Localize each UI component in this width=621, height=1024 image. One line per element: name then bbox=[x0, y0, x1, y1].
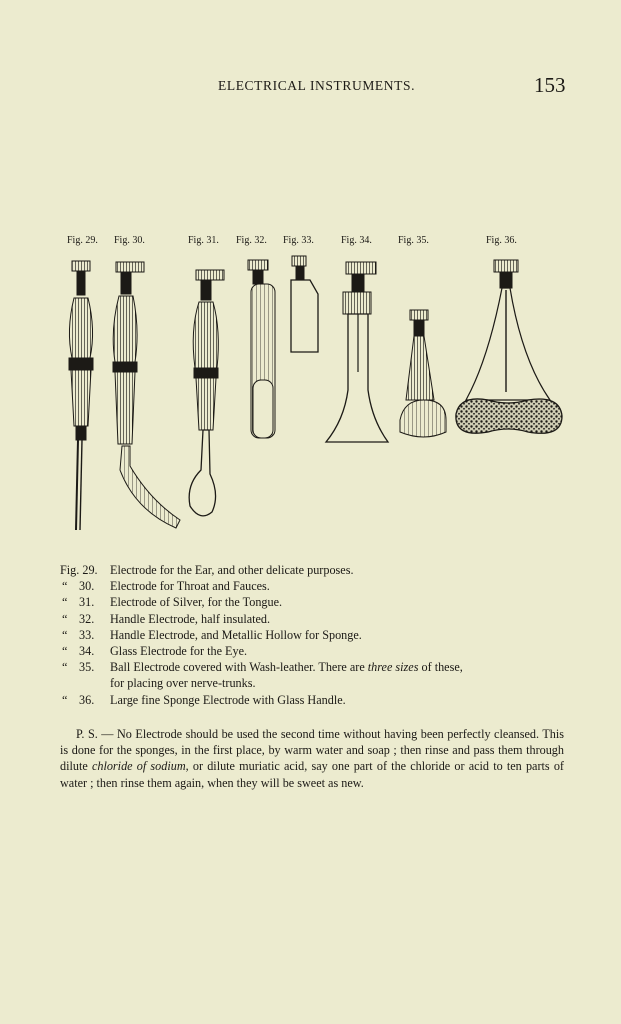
fig-label-29: Fig. 29. bbox=[67, 235, 98, 246]
caption-text: Handle Electrode, half insulated. bbox=[110, 611, 271, 626]
postscript-text bbox=[60, 726, 564, 791]
postscript-part: or dilute muriatic acid, say one part of the chloride or acid to ten parts of water ; then rinse them again, when they will be sweet as new. bbox=[60, 759, 564, 790]
ditto-mark: “ bbox=[62, 644, 68, 659]
fig32-electrode bbox=[248, 260, 275, 438]
postscript-part: P. S. — No Electrode should be used the second time without having been perfectly cleansed. This is done for the sponges, in the first place, by warm water and soap ; then rinse and pass them through dilute bbox=[60, 727, 564, 774]
ditto-mark: “ bbox=[62, 660, 68, 675]
ditto-mark: “ bbox=[62, 692, 68, 707]
caption-text: Handle Electrode, and Metallic Hollow for Sponge. bbox=[110, 627, 362, 642]
fig34-electrode bbox=[326, 262, 388, 442]
caption-number: 35. bbox=[79, 660, 95, 675]
fig-label-35: Fig. 35. bbox=[398, 235, 429, 246]
caption-number: 33. bbox=[79, 627, 95, 642]
fig-label-36: Fig. 36. bbox=[486, 235, 517, 246]
figure-captions bbox=[60, 562, 570, 708]
postscript-emphasis: chloride of sodium, bbox=[91, 759, 189, 774]
caption-fig31 bbox=[60, 594, 570, 610]
fig-label-32: Fig. 32. bbox=[236, 235, 267, 246]
caption-text bbox=[110, 659, 570, 675]
postscript-paragraph bbox=[60, 726, 564, 791]
caption-fig30 bbox=[60, 578, 570, 594]
electrode-illustrations bbox=[0, 250, 621, 540]
caption-fig33 bbox=[60, 627, 570, 643]
fig36-electrode bbox=[456, 260, 562, 433]
page-number: 153 bbox=[534, 73, 566, 97]
running-title: ELECTRICAL INSTRUMENTS. bbox=[218, 78, 416, 93]
running-head bbox=[0, 73, 621, 98]
caption-fig34 bbox=[60, 643, 570, 659]
caption-fig32 bbox=[60, 611, 570, 627]
ditto-mark: “ bbox=[62, 611, 68, 626]
caption-fig35 bbox=[60, 659, 570, 675]
fig-label-30: Fig. 30. bbox=[114, 235, 145, 246]
fig-label-34: Fig. 34. bbox=[341, 235, 372, 246]
caption-text: Electrode for Throat and Fauces. bbox=[110, 579, 270, 594]
caption-fig29 bbox=[60, 562, 570, 578]
fig33-electrode bbox=[291, 256, 318, 352]
ditto-mark: “ bbox=[62, 595, 68, 610]
caption-text: Electrode for the Ear, and other delicate purposes. bbox=[110, 563, 354, 577]
fig35-electrode bbox=[400, 310, 446, 437]
caption-number: 30. bbox=[79, 579, 95, 594]
caption-fig35-continuation: for placing over nerve-trunks. bbox=[110, 676, 256, 691]
fig31-electrode bbox=[189, 270, 224, 516]
caption-fig36 bbox=[60, 692, 570, 708]
caption-text: Large fine Sponge Electrode with Glass Handle. bbox=[110, 692, 346, 707]
caption-text-part: of these, bbox=[418, 660, 463, 675]
caption-number: 36. bbox=[79, 692, 95, 707]
fig-label-33: Fig. 33. bbox=[283, 235, 314, 246]
fig-label-31: Fig. 31. bbox=[188, 235, 219, 246]
caption-text: Electrode of Silver, for the Tongue. bbox=[110, 595, 283, 610]
fig30-electrode bbox=[113, 262, 180, 528]
caption-text-part: Ball Electrode covered with Wash-leather. There are bbox=[110, 660, 368, 675]
caption-number: 34. bbox=[79, 644, 95, 659]
caption-emphasis: three sizes bbox=[367, 660, 419, 675]
caption-text: Glass Electrode for the Eye. bbox=[110, 644, 248, 659]
caption-number: Fig. 29. bbox=[60, 563, 98, 577]
caption-number: 31. bbox=[79, 595, 95, 610]
ditto-mark: “ bbox=[62, 627, 68, 642]
fig29-electrode bbox=[69, 261, 93, 530]
ditto-mark: “ bbox=[62, 579, 68, 594]
caption-number: 32. bbox=[79, 611, 95, 626]
